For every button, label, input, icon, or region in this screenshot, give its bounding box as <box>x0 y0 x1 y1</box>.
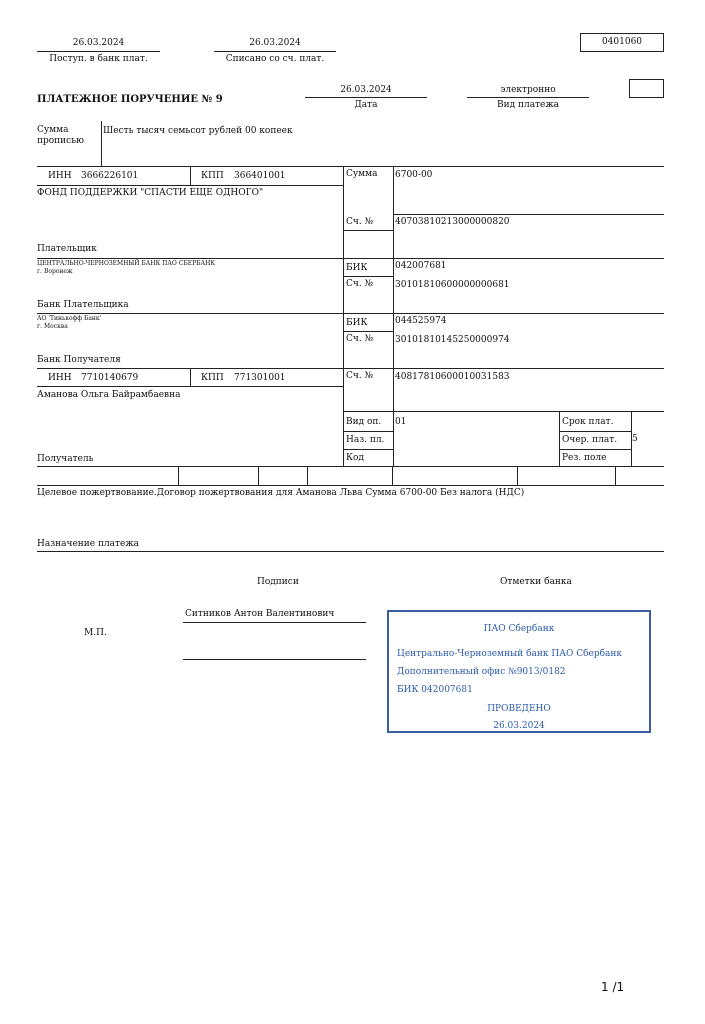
grid-vline <box>307 466 308 485</box>
term-label: Срок плат. <box>562 417 614 427</box>
signatures-label: Подписи <box>257 577 299 587</box>
payment-type: электронно <box>500 85 556 95</box>
grid-vline <box>190 368 191 386</box>
payer-bank-bik-label: БИК <box>346 263 368 273</box>
priority: 5 <box>632 434 638 444</box>
payment-type-line <box>467 97 589 98</box>
payer-bank-bik: 042007681 <box>395 261 447 271</box>
debited-line <box>214 51 336 52</box>
page-number: 1 /1 <box>601 980 625 994</box>
grid-vline <box>258 466 259 485</box>
grid-line <box>559 449 631 450</box>
grid-line <box>343 449 393 450</box>
grid-line <box>343 276 393 277</box>
received-date: 26.03.2024 <box>72 38 125 48</box>
payer-account: 40703810213000000820 <box>395 217 510 227</box>
grid-line <box>37 258 664 259</box>
grid-line <box>37 313 664 314</box>
received-label: Поступ. в банк плат. <box>49 54 148 64</box>
payer-name: ФОНД ПОДДЕРЖКИ "СПАСТИ ЕЩЕ ОДНОГО" <box>37 188 264 198</box>
payer-bank-corr: 30101810600000000681 <box>395 280 510 290</box>
payer-bank-city: г. Воронеж <box>37 268 73 275</box>
recipient-bank-bik-label: БИК <box>346 318 368 328</box>
sum-label: Сумма <box>346 169 378 179</box>
recipient-bank-city: г. Москва <box>37 323 68 330</box>
recipient-name: Аманова Ольга Байрамбаевна <box>37 390 181 400</box>
recipient-inn: 7710140679 <box>81 373 139 383</box>
stamp-branch: Центрально-Черноземный банк ПАО Сбербанк <box>397 649 623 659</box>
purpose-text: Целевое пожертвование.Договор пожертвования для Аманова Льва Сумма 6700-00 Без налога (НДС) <box>37 488 525 498</box>
signature-line-1 <box>183 622 366 623</box>
grid-line <box>37 485 664 486</box>
op-type: 01 <box>395 417 407 427</box>
amount-words-divider <box>101 121 102 167</box>
recipient-kpp-label: КПП <box>201 373 224 383</box>
grid-vline <box>615 466 616 485</box>
recipient-account-label: Сч. № <box>346 371 374 381</box>
received-line <box>37 51 160 52</box>
payer-label: Плательщик <box>37 244 97 254</box>
reserve-label: Рез. поле <box>562 453 607 463</box>
grid-vline <box>392 466 393 485</box>
stamp-bik: БИК 042007681 <box>397 685 473 695</box>
recipient-label: Получатель <box>37 454 94 464</box>
purpose-code-label: Наз. пл. <box>346 435 385 445</box>
form-code: 0401060 <box>601 37 643 47</box>
payment-type-label: Вид платежа <box>496 100 560 110</box>
recipient-bank-label: Банк Получателя <box>37 355 121 365</box>
order-title: ПЛАТЕЖНОЕ ПОРУЧЕНИЕ № 9 <box>37 94 223 105</box>
recipient-bank-name: АО 'Тинькофф Банк' <box>37 315 102 322</box>
grid-line <box>37 185 343 186</box>
recipient-kpp: 771301001 <box>234 373 286 383</box>
grid-line <box>37 466 664 467</box>
priority-label: Очер. плат. <box>562 435 618 445</box>
grid-line <box>343 331 393 332</box>
stamp-office: Дополнительный офис №9013/0182 <box>397 667 566 677</box>
payer-kpp-label: КПП <box>201 171 224 181</box>
grid-line <box>393 214 664 215</box>
recipient-bank-corr: 30101810145250000974 <box>395 335 510 345</box>
grid-line <box>343 411 664 412</box>
grid-line <box>343 230 393 231</box>
grid-line <box>343 431 393 432</box>
purpose-label: Назначение платежа <box>37 539 139 549</box>
op-type-label: Вид оп. <box>346 417 382 427</box>
order-date-line <box>305 97 427 98</box>
grid-line <box>37 386 343 387</box>
debited-date: 26.03.2024 <box>249 38 301 48</box>
recipient-bank-corr-label: Сч. № <box>346 334 374 344</box>
payer-kpp: 366401001 <box>234 171 286 181</box>
payer-bank-name: ЦЕНТРАЛЬНО-ЧЕРНОЗЕМНЫЙ БАНК ПАО СБЕРБАНК <box>37 260 215 267</box>
grid-vline <box>343 166 344 466</box>
grid-vline <box>517 466 518 485</box>
payer-bank-corr-label: Сч. № <box>346 279 374 289</box>
amount-words-label-1: Сумма <box>37 125 69 135</box>
payer-inn: 3666226101 <box>81 171 139 181</box>
signer-name: Ситников Антон Валентинович <box>185 609 335 619</box>
grid-vline <box>178 466 179 485</box>
payer-account-label: Сч. № <box>346 217 374 227</box>
stamp-status: ПРОВЕДЕНО <box>487 704 551 714</box>
order-date: 26.03.2024 <box>340 85 392 95</box>
grid-vline <box>393 166 394 466</box>
debited-label: Списано со сч. плат. <box>225 54 325 64</box>
recipient-inn-label: ИНН <box>48 373 72 383</box>
grid-line <box>37 368 664 369</box>
code-label: Код <box>346 453 364 463</box>
stamp-bank: ПАО Сбербанк <box>483 624 555 634</box>
payer-bank-label: Банк Плательщика <box>37 300 129 310</box>
order-date-label: Дата <box>354 100 378 110</box>
recipient-account: 40817810600010031583 <box>395 372 510 382</box>
grid-vline <box>190 166 191 185</box>
purpose-line <box>37 551 664 552</box>
stamp-date: 26.03.2024 <box>493 721 545 731</box>
amount-words-value: Шесть тысяч семьсот рублей 00 копеек <box>103 126 293 136</box>
bank-stamp <box>387 610 651 733</box>
amount-words-label-2: прописью <box>37 136 84 146</box>
signature-line-2 <box>183 659 366 660</box>
recipient-bank-bik: 044525974 <box>395 316 447 326</box>
bank-marks-label: Отметки банка <box>500 577 572 587</box>
grid-line <box>37 166 664 167</box>
sum-value: 6700-00 <box>395 170 433 180</box>
payer-inn-label: ИНН <box>48 171 72 181</box>
grid-vline <box>559 411 560 466</box>
empty-code-box <box>629 79 664 98</box>
grid-line <box>559 431 631 432</box>
mp-label: М.П. <box>84 628 107 638</box>
